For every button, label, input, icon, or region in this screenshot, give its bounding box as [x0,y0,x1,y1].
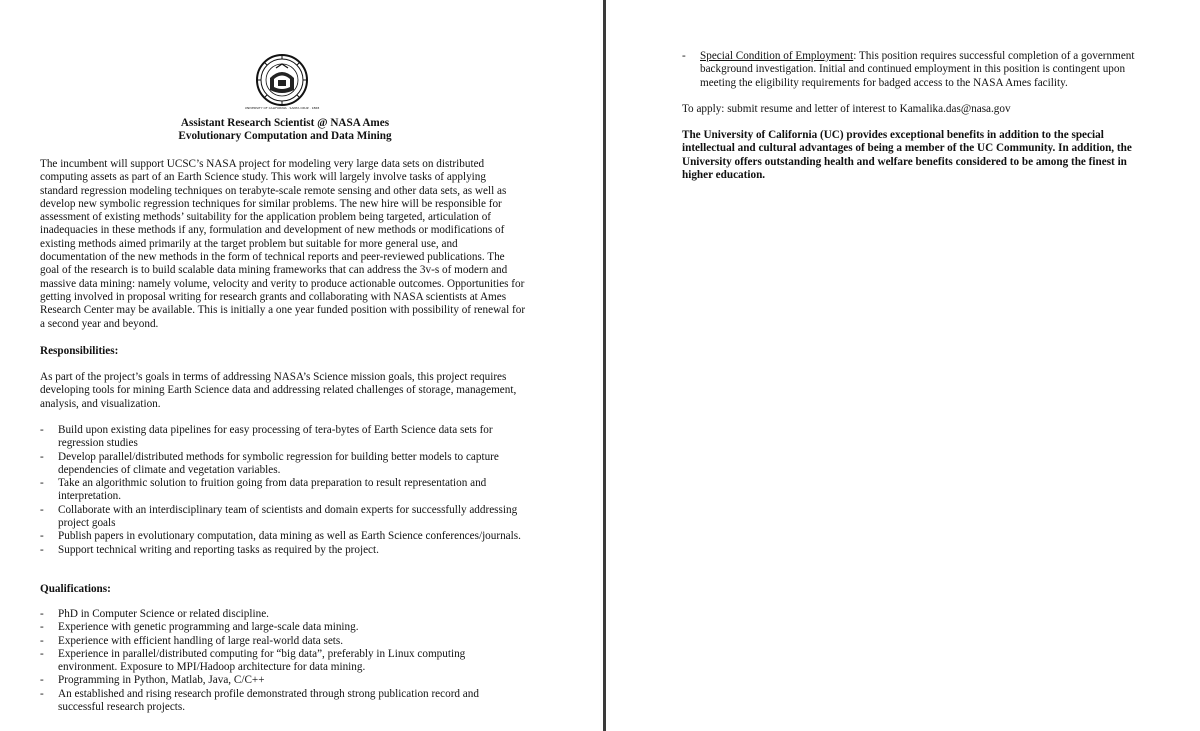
qualifications-list [40,608,526,714]
list-item: - Take an algorithmic solution to fruition going from data preparation to result representation and interpretation. [40,477,526,504]
benefits-statement: The University of California (UC) provides exceptional benefits in addition to the special intellectual and cultural advantages of being a member of the UC Community. In addition, the University offers outstanding health and welfare benefits considered to be among the finest in higher education. [682,129,1132,181]
list-item: - Develop parallel/distributed methods for symbolic regression for building better models to capture dependencies of climate and vegetation variables. [40,451,526,478]
responsibilities-heading: Responsibilities: [40,345,119,357]
list-item: - Collaborate with an interdisciplinary team of scientists and domain experts for successfully addressing project goals [40,504,526,531]
list-item: - Build upon existing data pipelines for easy processing of tera-bytes of Earth Science data sets for regression studies [40,424,526,451]
intro-paragraph: The incumbent will support UCSC’s NASA project for modeling very large data sets on distributed computing assets as part of an Earth Science study. This work will largely involve tasks of applying standard regression modeling techniques on terabyte-scale remote sensing and other data sets, as well as develop new symbolic regression techniques for similar problems. The new hire will be responsible for assessment of existing methods’ suitability for the application problem being targeted, articulation of inadequacies in these methods if any, formulation and development of new methods or modifications of existing methods aimed primarily at the target problem but suitable for more general use, and documentation of the new methods in the form of technical reports and peer-reviewed publications. The goal of the research is to build scalable data mining frameworks that can address the 3v-s of modern and massive data mining: namely volume, velocity and verity to produce actionable outcomes. Opportunities for getting involved in proposal writing for research grants and collaborating with NASA scientists at Ames Research Center may be available. This is initially a one year funded position with possibility of renewal for a second year and beyond. [40,158,526,330]
list-item: - Publish papers in evolutionary computation, data mining as well as Earth Science conferences/journals. [40,530,526,543]
title-line-1: Assistant Research Scientist @ NASA Ames [180,117,390,129]
list-item: - Support technical writing and reporting tasks as required by the project. [40,544,526,557]
responsibilities-intro: As part of the project’s goals in terms of addressing NASA’s Science mission goals, this project requires developing tools for mining Earth Science data and addressing related challenges of storage, management, analysis, and visualization. [40,371,517,410]
qualifications-heading: Qualifications: [40,583,111,595]
document-title [40,117,530,144]
special-condition-text: : This position requires successful completion of a government background investigation. Initial and continued employment in this position is contingent upon meeting the eligibility requirements for badged access to the NASA Ames facility. [700,50,1135,89]
list-item: - Programming in Python, Matlab, Java, C/C++ [40,674,526,687]
list-item: - Experience with genetic programming and large-scale data mining. [40,621,526,634]
special-condition-label: Special Condition of Employment [700,50,854,62]
list-item: - An established and rising research profile demonstrated through strong publication record and successful research projects. [40,688,526,715]
special-condition-body [682,50,1152,90]
title-line-2: Evolutionary Computation and Data Mining [178,130,392,143]
svg-text:UNIVERSITY OF CALIFORNIA · SAN: UNIVERSITY OF CALIFORNIA · SANTA CRUZ · 1868 [244,106,320,110]
bullet-dash: - [682,50,686,62]
list-item: - Experience in parallel/distributed computing for “big data”, preferably in Linux computing environment. Exposure to MPI/Hadoop architecture for data mining. [40,648,526,675]
apply-instructions: To apply: submit resume and letter of interest to Kamalika.das@nasa.gov [682,103,1011,115]
university-seal-icon [244,52,320,110]
list-item: - Experience with efficient handling of large real-world data sets. [40,635,526,648]
special-condition [682,50,1152,90]
responsibilities-list [40,424,526,557]
list-item: - PhD in Computer Science or related discipline. [40,608,526,621]
